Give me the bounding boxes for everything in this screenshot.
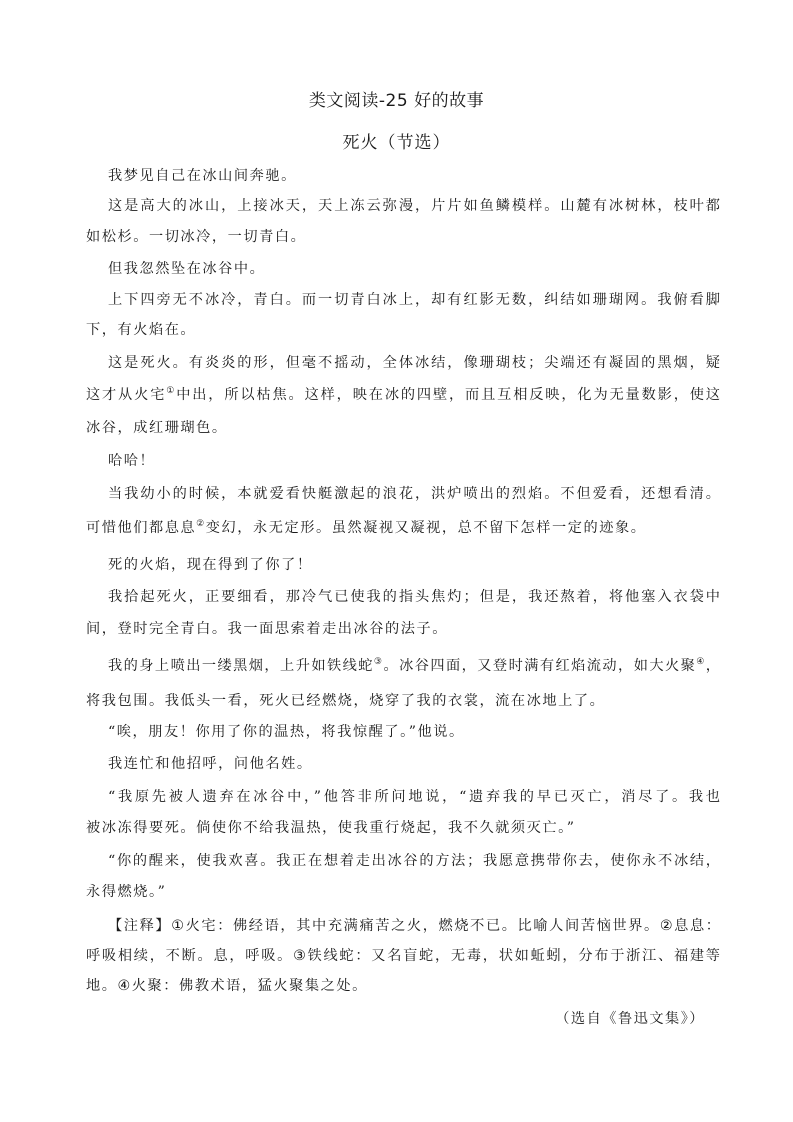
paragraph-line: 但我忽然坠在冰谷中。: [108, 261, 266, 277]
paragraph-line: 间，登时完全青白。我一面思索着走出冰谷的法子。: [86, 621, 448, 637]
line-text: 可惜他们都息息: [86, 520, 197, 536]
footnote-marker-2: ②: [196, 519, 206, 529]
paragraph-line: [86, 385, 720, 405]
line-text: 中出，所以枯焦。这样，映在冰的四壁，而且互相反映，化为无量数影，使这: [176, 387, 720, 403]
paragraph-line: 被冰冻得要死。倘使你不给我温热，使我重行烧起，我不久就须灭亡。”: [86, 820, 576, 836]
paragraph-line: “唉，朋友！你用了你的温热，将我惊醒了。”他说。: [108, 724, 465, 740]
paragraph-line: “我原先被人遗弃在冰谷中，”他答非所问地说，“遗弃我的早已灭亡，消尽了。我也: [108, 789, 720, 805]
page-title: 类文阅读-25 好的故事: [308, 91, 485, 111]
paragraph-line: 将我包围。我低头一看，死火已经燃烧，烧穿了我的衣裳，流在冰地上了。: [86, 693, 606, 709]
paragraph-line: 这是高大的冰山，上接冰天，天上冻云弥漫，片片如鱼鳞模样。山麓有冰树林，枝叶都: [108, 198, 720, 214]
paragraph-line: 我梦见自己在冰山间奔驰。: [108, 168, 297, 184]
line-text: 。冰谷四面，又登时满有红焰流动，如大火聚: [383, 658, 697, 674]
annotation-line: 呼吸相续，不断。息，呼吸。③铁线蛇：又名盲蛇，无毒，状如蚯蚓，分布于浙江、福建等: [86, 948, 720, 964]
line-text: ，: [705, 658, 720, 674]
annotation-line: 地。④火聚：佛教术语，猛火聚集之处。: [86, 978, 368, 994]
paragraph-line: 哈哈！: [108, 453, 156, 469]
paragraph-line: 永得燃烧。”: [86, 884, 167, 900]
paragraph-line: 冰谷，成红珊瑚色。: [86, 420, 228, 436]
paragraph-line: “你的醒来，使我欢喜。我正在想着走出冰谷的方法；我愿意携带你去，使你永不冰结，: [108, 853, 720, 869]
paragraph-line: 死的火焰，现在得到了你了！: [108, 557, 313, 573]
annotation-line: 【注释】①火宅：佛经语，其中充满痛苦之火，燃烧不已。比喻人间苦恼世界。②息息：: [108, 918, 720, 934]
footnote-marker-3: ③: [373, 657, 384, 667]
paragraph-line: [86, 518, 720, 538]
paragraph-line: 上下四旁无不冰冷，青白。而一切青白冰上，却有红影无数，纠结如珊瑚网。我俯看脚: [108, 292, 720, 308]
paragraph-line: 我拾起死火，正要细看，那冷气已使我的指头焦灼；但是，我还熬着，将他塞入衣袋中: [108, 589, 720, 605]
source-citation: （选自《鲁迅文集》）: [555, 1011, 705, 1027]
footnote-marker-4: ④: [696, 657, 706, 667]
paragraph-line: 如松杉。一切冰冷，一切青白。: [86, 229, 307, 245]
footnote-marker-1: ①: [166, 386, 177, 396]
paragraph-line: 这是死火。有炎炎的形，但毫不摇动，全体冰结，像珊瑚枝；尖端还有凝固的黑烟，疑: [108, 355, 720, 371]
paragraph-line: 下，有火焰在。: [86, 322, 197, 338]
paragraph-line: 我连忙和他招呼，问他名姓。: [108, 756, 313, 772]
paragraph-line: [108, 656, 720, 676]
line-text: 我的身上喷出一缕黑烟，上升如铁线蛇: [108, 658, 374, 674]
line-text: 变幻，永无定形。虽然凝视又凝视，总不留下怎样一定的迹象。: [205, 520, 647, 536]
paragraph-line: 当我幼小的时候，本就爱看快艇激起的浪花，洪炉喷出的烈焰。不但爱看，还想看清。: [108, 486, 720, 502]
line-text: 这才从火宅: [86, 387, 167, 403]
article-title: 死火（节选）: [342, 133, 451, 153]
